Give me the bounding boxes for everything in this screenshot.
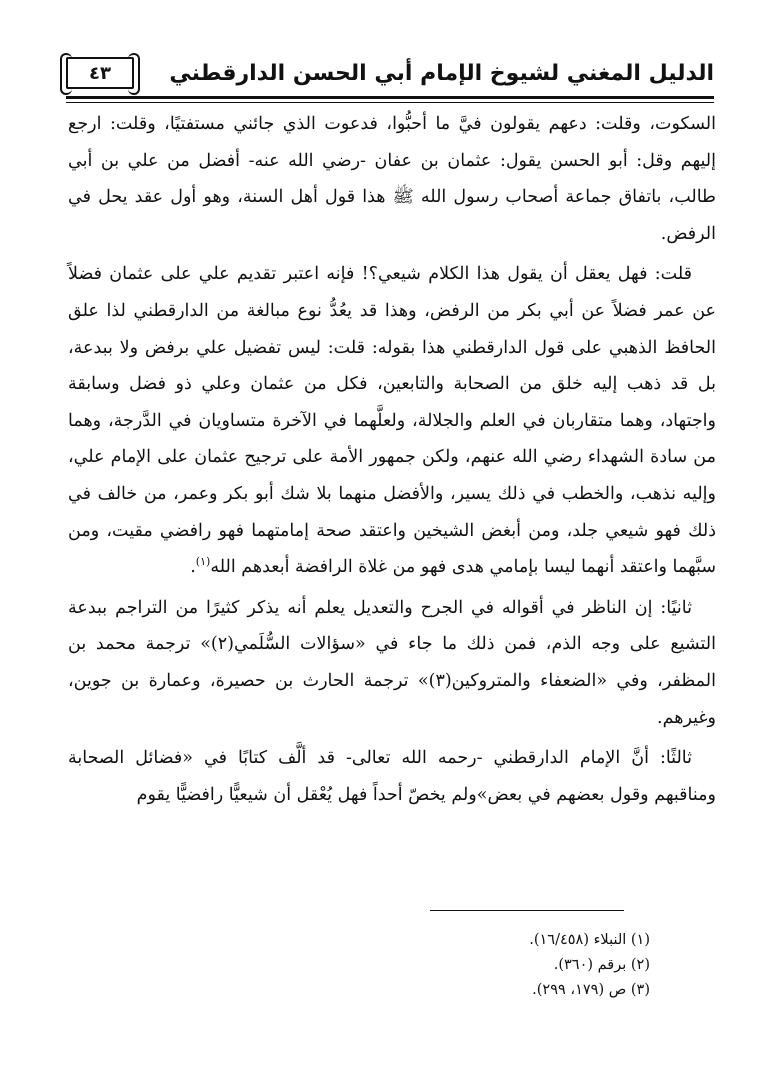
footnote: (١) النبلاء (١٦/٤٥٨). [529, 932, 650, 948]
footnotes [250, 928, 650, 1003]
footnote-divider [430, 910, 624, 911]
footnote-ref: (١) [195, 555, 211, 569]
running-title: الدليل المغني لشيوخ الإمام أبي الحسن الدارقطني [169, 60, 714, 86]
paragraph: قلت: فهل يعقل أن يقول هذا الكلام شيعي؟! فإنه اعتبر تقديم علي على عثمان فضلاً عن عمر فضلاً عن أبي بكر من الرفض، وهذا قد يعُدُّ نوع مبالغة من الدارقطني لذا علق الحافظ الذهبي على قول الدارقطني هذا بقوله: قلت: ليس تفضيل علي برفض ولا ببدعة، بل قد ذهب إليه خلق من الصحابة والتابعين، فكل من عثمان وعلي ذو فضل وسابقة واجتهاد، وهما متقاربان في العلم والجلالة، ولعلَّهما في الآخرة متساويان في الدَّرجة، وهما من سادة الشهداء رضي الله عنهم، ولكن جمهور الأمة على ترجيح عثمان على الإمام علي، وإليه نذهب، والخطب في ذلك يسير، والأفضل منهما بلا شك أبو بكر وعمر، من خالف في ذلك فهو شيعي جلد، ومن أبغض الشيخين واعتقد صحة إمامتهما فهو رافضي مقيت، ومن سبَّهما واعتقد أنهما ليسا بإمامي هدى فهو من غلاة الرافضة أبعدهم الله$^{(١)}$. [68, 264, 716, 578]
page-header [66, 52, 714, 94]
header-rule [66, 96, 714, 99]
main-text [68, 106, 716, 817]
paragraph: ثانيًا: إن الناظر في أقواله في الجرح والتعديل يعلم أنه يذكر كثيرًا من التراجم ببدعة التشيع على وجه الذم، فمن ذلك ما جاء في «سؤالات السُّلَمي(٢)» ترجمة محمد بن المظفر، وفي «الضعفاء والمتروكين(٣)» ترجمة الحارث بن حصيرة، وعمارة بن جوين، وغيرهم. [68, 597, 717, 728]
paragraph: ثالثًا: أنَّ الإمام الدارقطني -رحمه الله تعالى- قد ألَّف كتابًا في «فضائل الصحابة ومناقبهم وقول بعضهم في بعض»ولم يخصّ أحداً فهل يُعْقل أن شيعيًّا رافضيًّا يقوم [68, 748, 716, 805]
footnote: (٣) ص (١٧٩، ٢٩٩). [532, 982, 650, 998]
page-number: ٤٣ [66, 57, 134, 89]
paragraph: السكوت، وقلت: دعهم يقولون فيَّ ما أحبُّوا، فدعوت الذي جائني مستفتيًا، وقلت: ارجع إليهم وقل: أبو الحسن يقول: عثمان بن عفان -رضي الله عنه- أفضل من علي بن أبي طالب، باتفاق جماعة أصحاب رسول الله ﷺ هذا قول أهل السنة، وهو أول عقد يحل في الرفض. [68, 114, 716, 244]
footnote: (٢) برقم (٣٦٠). [553, 957, 650, 973]
